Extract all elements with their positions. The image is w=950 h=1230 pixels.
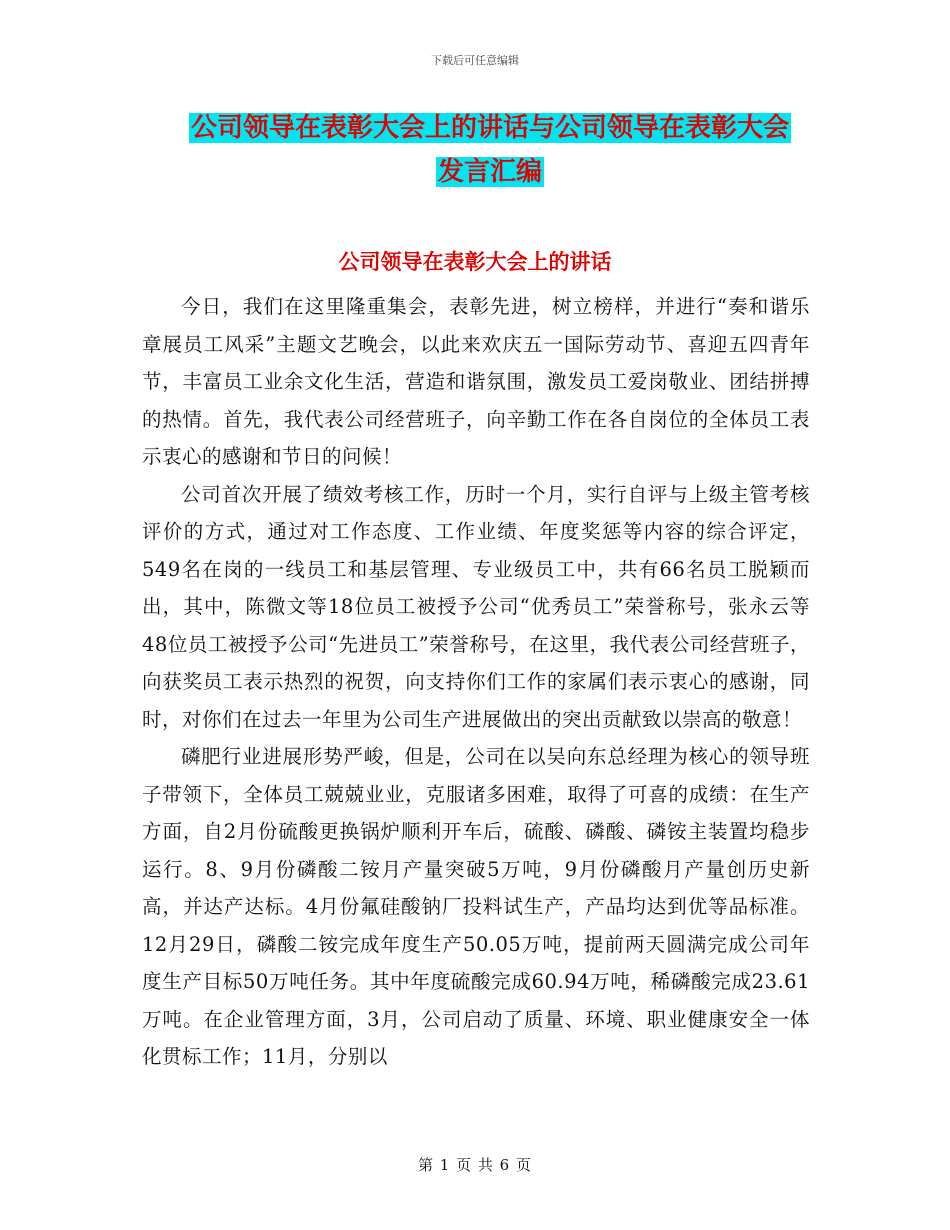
body-text — [142, 288, 810, 1076]
paragraph: 今日，我们在这里隆重集会，表彰先进，树立榜样，并进行“奏和谐乐章展员工风采”主题文艺晚会，以此来欢庆五一国际劳动节、喜迎五四青年节，丰富员工业余文化生活，营造和谐氛围，激发员工爱岗敬业、团结拼搏的热情。首先，我代表公司经营班子，向辛勤工作在各自岗位的全体员工表示衷心的感谢和节日的问候！ — [142, 295, 810, 468]
title-line-2: 发言汇编 — [437, 157, 542, 187]
page-number-footer: 第 1 页 共 6 页 — [418, 1156, 532, 1174]
paragraph: 磷肥行业进展形势严峻，但是，公司在以吴向东总经理为核心的领导班子带领下，全体员工兢兢业业，克服诸多困难，取得了可喜的成绩：在生产方面，自2月份硫酸更换锅炉顺利开车后，硫酸、磷酸、磷铵主装置均稳步运行。8、9月份磷酸二铵月产量突破5万吨，9月份磷酸月产量创历史新高，并达产达标。4月份氟硅酸钠厂投料试生产，产品均达到优等品标准。12月29日，磷酸二铵完成年度生产50.05万吨，提前两天圆满完成公司年度生产目标50万吨任务。其中年度硫酸完成60.94万吨，稀磷酸完成23.61万吨。在企业管理方面，3月，公司启动了质量、环境、职业健康安全一体化贯标工作；11月，分别以 — [142, 745, 810, 1068]
title-line-1: 公司领导在表彰大会上的讲话与公司领导在表彰大会 — [190, 113, 789, 143]
paragraph: 公司首次开展了绩效考核工作，历时一个月，实行自评与上级主管考核评价的方式，通过对工作态度、工作业绩、年度奖惩等内容的综合评定，549名在岗的一线员工和基层管理、专业级员工中，共有66名员工脱颖而出，其中，陈微文等18位员工被授予公司“优秀员工”荣誉称号，张永云等48位员工被授予公司“先进员工”荣誉称号，在这里，我代表公司经营班子，向获奖员工表示热烈的祝贺，向支持你们工作的家属们表示衷心的感谢，同时，对你们在过去一年里为公司生产进展做出的突出贡献致以崇高的敬意！ — [142, 482, 810, 731]
header-note: 下载后可任意编辑 — [431, 54, 519, 67]
section-title: 公司领导在表彰大会上的讲话 — [338, 250, 612, 274]
document-title — [140, 106, 840, 194]
